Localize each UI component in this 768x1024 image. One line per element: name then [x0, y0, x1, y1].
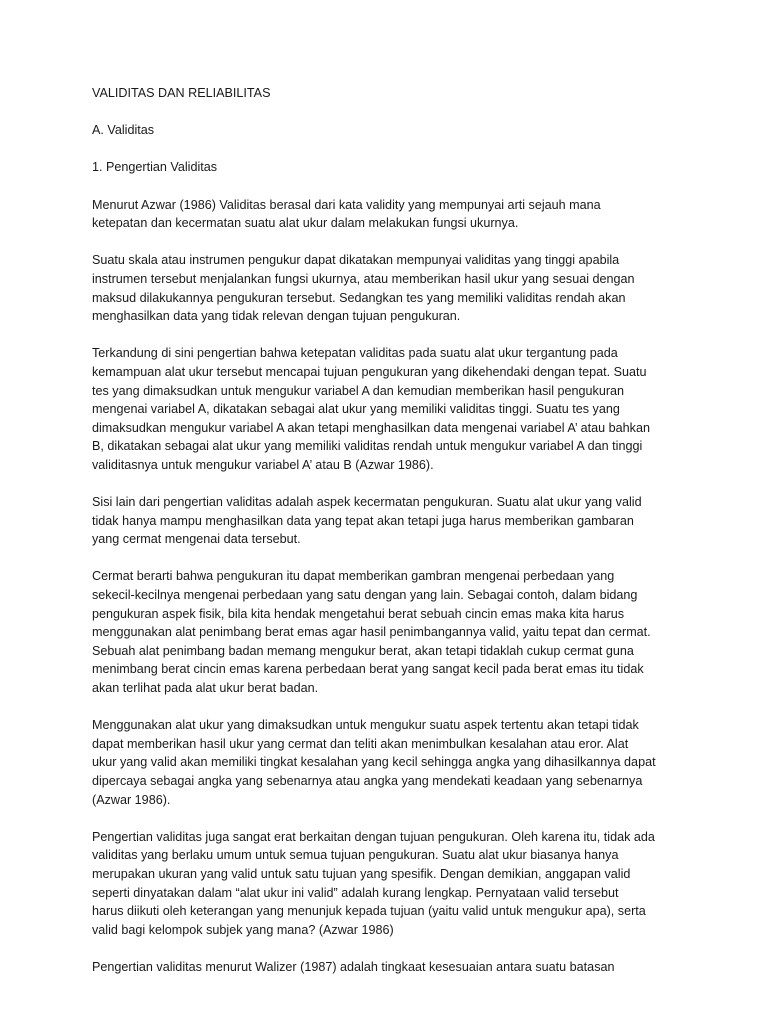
text-line: validitas yang berlaku umum untuk semua tujuan pengukuran. Suatu alat ukur biasanya hanya	[92, 848, 619, 863]
text-line: yang cermat mengenai data tersebut.	[92, 532, 301, 547]
text-line: mengenai variabel A, dikatakan sebagai alat ukur yang memiliki validitas tinggi. Suatu tes yang	[92, 402, 620, 417]
text-line: dipercaya sebagai angka yang sebenarnya atau angka yang mendekati keadaan yang sebenarnya	[92, 773, 643, 788]
text-line: dimaksudkan mengukur variabel A akan tetapi menghasilkan data mengenai variabel A’ atau bahkan	[92, 420, 650, 435]
text-line: menghasilkan data yang tidak relevan dengan tujuan pengukuran.	[92, 309, 461, 324]
section-heading: A. Validitas	[92, 123, 155, 138]
text-line: maksud dilakukannya pengukuran tersebut. Sedangkan tes yang memiliki validitas rendah akan	[92, 290, 626, 305]
paragraph-8	[92, 958, 690, 977]
text-line: instrumen tersebut menjalankan fungsi ukurnya, atau memberikan hasil ukur yang sesuai dengan	[92, 271, 635, 286]
paragraph-7	[92, 828, 690, 940]
paragraph-4	[92, 493, 690, 549]
paragraph-6	[92, 716, 690, 809]
text-line: merupakan ukuran yang valid untuk satu tujuan yang spesifik. Dengan demikian, anggapan valid	[92, 866, 631, 881]
document-body	[92, 84, 690, 995]
text-line: Sisi lain dari pengertian validitas adalah aspek kecermatan pengukuran. Suatu alat ukur yang valid	[92, 495, 642, 510]
text-line: Menggunakan alat ukur yang dimaksudkan untuk mengukur suatu aspek tertentu akan tetapi tidak	[92, 718, 639, 733]
text-line: Pengertian validitas juga sangat erat berkaitan dengan tujuan pengukuran. Oleh karena itu, tidak ada	[92, 829, 655, 844]
text-line: kemampuan alat ukur tersebut mencapai tujuan pengukuran yang dikehendaki dengan tepat. Suatu	[92, 364, 647, 379]
paragraph-5	[92, 567, 690, 697]
text-line: B, dikatakan sebagai alat ukur yang memiliki validitas rendah untuk mengukur variabel A dan tinggi	[92, 439, 643, 454]
text-line: Suatu skala atau instrumen pengukur dapat dikatakan mempunyai validitas yang tinggi apabila	[92, 253, 620, 268]
text-line: Pengertian validitas menurut Walizer (1987) adalah tingkaat kesesuaian antara suatu batasan	[92, 959, 615, 974]
text-line: Sebuah alat penimbang badan memang mengukur berat, akan tetapi tidaklah cukup cermat guna	[92, 643, 634, 658]
text-line: tes yang dimaksudkan untuk mengukur variabel A dan kemudian memberikan hasil pengukuran	[92, 383, 625, 398]
text-line: validitasnya untuk mengukur variabel A’ atau B (Azwar 1986).	[92, 457, 434, 472]
text-line: Terkandung di sini pengertian bahwa ketepatan validitas pada suatu alat ukur tergantung pada	[92, 346, 618, 361]
text-line: dapat memberikan hasil ukur yang cermat dan teliti akan menimbulkan kesalahan atau eror. Alat	[92, 736, 629, 751]
text-line: valid bagi kelompok subjek yang mana? (Azwar 1986)	[92, 922, 394, 937]
subsection-heading: 1. Pengertian Validitas	[92, 160, 218, 175]
text-line: (Azwar 1986).	[92, 792, 171, 807]
paragraph-1	[92, 196, 690, 233]
text-line: Menurut Azwar (1986) Validitas berasal dari kata validity yang mempunyai arti sejauh mana	[92, 197, 601, 212]
text-line: seperti dinyatakan dalam “alat ukur ini valid” adalah kurang lengkap. Pernyataan valid tersebut	[92, 885, 619, 900]
text-line: ketepatan dan kecermatan suatu alat ukur dalam melakukan fungsi ukurnya.	[92, 216, 519, 231]
paragraph-2	[92, 251, 690, 325]
text-line: ukur yang valid akan memiliki tingkat kesalahan yang kecil sehingga angka yang dihasilkannya dapat	[92, 755, 656, 770]
text-line: pengukuran aspek fisik, bila kita hendak mengetahui berat sebuah cincin emas maka kita harus	[92, 606, 625, 621]
text-line: akan terlihat pada alat ukur berat badan.	[92, 681, 319, 695]
text-line: menimbang berat cincin emas karena perbedaan berat yang sangat kecil pada berat emas itu tidak	[92, 662, 644, 677]
document-title: VALIDITAS DAN RELIABILITAS	[92, 86, 271, 100]
text-line: Cermat berarti bahwa pengukuran itu dapat memberikan gambran mengenai perbedaan yang	[92, 569, 615, 584]
text-line: sekecil-kecilnya mengenai perbedaan yang satu dengan yang lain. Sebagai contoh, dalam bidang	[92, 588, 638, 603]
text-line: menggunakan alat penimbang berat emas agar hasil penimbangannya valid, yaitu tepat dan cermat.	[92, 625, 651, 640]
text-line: harus diikuti oleh keterangan yang menunjuk kepada tujuan (yaitu valid untuk mengukur apa), serta	[92, 904, 646, 919]
text-line: tidak hanya mampu menghasilkan data yang tepat akan tetapi juga harus memberikan gambaran	[92, 513, 634, 528]
paragraph-3	[92, 344, 690, 474]
